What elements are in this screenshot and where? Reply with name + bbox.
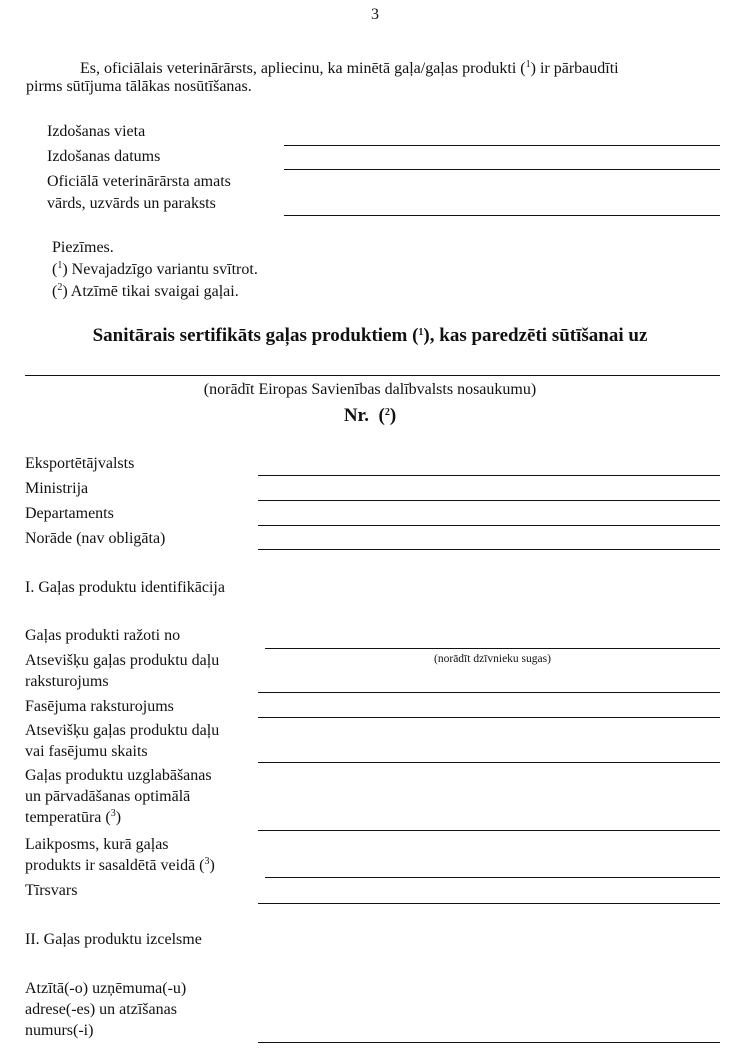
note-1-num: 1 <box>57 260 63 271</box>
establishment-label-2: adrese(-es) un atzīšanas <box>25 1001 177 1018</box>
temperature-label-2: un pārvadāšanas optimālā <box>25 788 191 805</box>
packaging-line[interactable] <box>258 717 720 718</box>
issue-place-label: Izdošanas vieta <box>47 123 146 140</box>
member-state-line[interactable] <box>25 375 720 376</box>
title-footnote-ref: 1 <box>418 327 424 338</box>
unit-count-label-1: Atsevišķu gaļas produktu daļu <box>25 722 220 739</box>
page-number: 3 <box>371 6 379 23</box>
department-line[interactable] <box>258 525 720 526</box>
member-state-caption: (norādīt Eiropas Savienības dalībvalsts nosaukumu) <box>203 381 537 398</box>
issue-date-line[interactable] <box>284 169 720 170</box>
frozen-period-label-2: produkts ir sasaldētā veidā ($^3$) <box>25 856 215 874</box>
notes-heading: Piezīmes. <box>52 239 114 256</box>
ministry-line[interactable] <box>258 500 720 501</box>
net-weight-label: Tīrsvars <box>25 882 78 899</box>
note-2-text: Atzīmē tikai svaigai gaļai. <box>70 283 239 300</box>
temperature-label-3: temperatūra ($^3$) <box>25 808 122 826</box>
officer-signature-line[interactable] <box>284 215 720 216</box>
reference-label: Norāde (nav obligāta) <box>25 530 166 547</box>
reference-line[interactable] <box>258 549 720 550</box>
frozen-period-label-1: Laikposms, kurā gaļas <box>25 836 169 853</box>
attestation-text-2: ) ir pārbaudīti <box>530 60 619 77</box>
net-weight-line[interactable] <box>258 903 720 904</box>
certificate-title <box>0 325 740 347</box>
temperature-label-1: Gaļas produktu uzglabāšanas <box>25 767 212 784</box>
issue-place-line[interactable] <box>284 145 720 146</box>
exporting-country-label: Eksportētājvalsts <box>25 455 135 472</box>
unit-description-line[interactable] <box>258 692 720 693</box>
establishment-label-3: numurs(-i) <box>25 1022 94 1039</box>
unit-description-label-1: Atsevišķu gaļas produktu daļu <box>25 652 220 669</box>
establishment-label-1: Atzītā(-o) uzņēmuma(-u) <box>25 980 187 997</box>
frozen-period-footnote-ref: 3 <box>204 856 210 867</box>
unit-count-label-2: vai fasējumu skaits <box>25 743 148 760</box>
note-2-num: 2 <box>57 282 63 293</box>
packaging-label: Fasējuma raksturojums <box>25 698 174 715</box>
note-2: ($^2$) Atzīmē tikai svaigai gaļai. <box>52 282 239 300</box>
unit-count-line[interactable] <box>258 762 720 763</box>
attestation-paragraph <box>26 60 726 97</box>
attestation-text-1: Es, oficiālais veterinārārsts, apliecinu, ka minētā gaļa/gaļas produkti ( <box>80 60 526 77</box>
section-2-heading: II. Gaļas produktu izcelsme <box>25 931 202 948</box>
establishment-line[interactable] <box>258 1042 720 1043</box>
attestation-text-3: pirms sūtījuma tālākas nosūtīšanas. <box>26 78 252 96</box>
nr-label: Nr. <box>343 405 369 426</box>
title-text-2: ), kas paredzēti sūtīšanai uz <box>423 325 648 346</box>
department-label: Departaments <box>25 505 114 522</box>
temperature-footnote-ref: 3 <box>110 808 116 819</box>
nr-footnote-ref: 2 <box>384 407 390 418</box>
unit-description-label-2: raksturojums <box>25 673 109 690</box>
section-1-heading: I. Gaļas produktu identifikācija <box>25 579 225 596</box>
produced-from-line[interactable] <box>265 648 720 649</box>
note-1: ($^1$) Nevajadzīgo variantu svītrot. <box>52 260 258 278</box>
note-1-text: Nevajadzīgo variantu svītrot. <box>71 261 258 278</box>
ministry-label: Ministrija <box>25 480 89 497</box>
exporting-country-line[interactable] <box>258 475 720 476</box>
frozen-period-line[interactable] <box>265 877 720 878</box>
produced-from-label: Gaļas produkti ražoti no <box>25 627 181 644</box>
title-text-1: Sanitārais sertifikāts gaļas produktiem ( <box>92 325 419 346</box>
frozen-period-label-2-text: produkts ir sasaldētā veidā ( <box>25 857 205 874</box>
officer-label-1: Oficiālā veterinārārsta amats <box>47 173 231 190</box>
temperature-label-3-text: temperatūra ( <box>25 809 111 826</box>
temperature-line[interactable] <box>258 830 720 831</box>
issue-date-label: Izdošanas datums <box>47 148 161 165</box>
footnote-ref-1: 1 <box>525 59 531 70</box>
officer-label-2: vārds, uzvārds un paraksts <box>47 195 216 212</box>
species-caption: (norādīt dzīvnieku sugas) <box>434 653 551 665</box>
certificate-number: Nr. ($^2$) <box>343 405 397 426</box>
